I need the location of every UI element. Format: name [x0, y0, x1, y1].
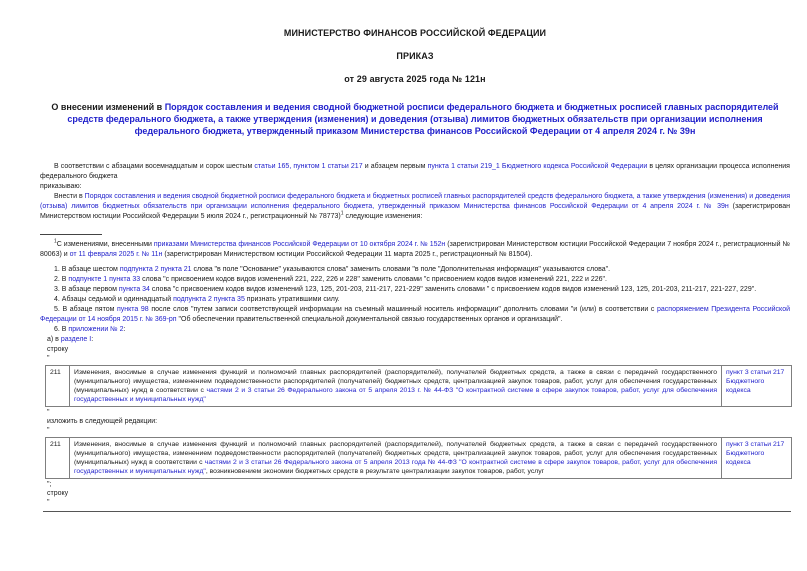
doc-text: 4. Абзацы седьмой и одиннадцатый	[54, 296, 174, 303]
order-item-1	[40, 265, 790, 275]
doc-text: слова "с присвоением кодов видов изменений 221, 222, 226 и 228" заменить словами "с присвоением кодов видов изменений 221, 222 и 226".	[140, 276, 607, 283]
doc-text: В соответствии с абзацами восемнадцатым и сорок шестым	[54, 163, 255, 170]
doc-text: 6. В	[54, 326, 69, 333]
quote-open-mark: "	[47, 355, 50, 362]
change-description-cell	[70, 438, 722, 479]
footnote-separator	[40, 234, 102, 235]
doc-link[interactable]: пункта 98	[117, 306, 149, 313]
legal-basis-link[interactable]: пункт 3 статьи 217 Бюджетного кодекса	[722, 366, 792, 407]
quote-close-mark: "	[47, 409, 50, 416]
next-table-top-border	[43, 511, 791, 512]
doc-text: слова "в поле "Основание" указываются слова" заменить словами "в поле "Дополнительная информация" указываются слова".	[191, 266, 611, 273]
subitem-a	[40, 335, 790, 345]
quote-open-mark: "	[47, 427, 50, 434]
doc-title	[40, 101, 790, 137]
doc-text: Изменения, вносимые в случае изменения функций и полномочий главных распорядителей (распорядителей), получателей бюджетных средств, а также в связи с передачей государственного (муниципального) имущества, изменением подведомственности распорядителей (получателей) бюджетных средств, централизацией закупок товаров, работ, услуг для обеспечения государственных (муниципальных) нужд в соответствии с	[74, 441, 717, 466]
preamble-paragraph	[40, 162, 790, 182]
doc-link[interactable]: Порядок составления и ведения сводной бюджетной росписи федерального бюджета и бюджетных росписей главных распорядителей средств федерального бюджета, а также утверждения (изменения) и доведения (отзыва) лимитов бюджетных обязательств при организации исполнения федерального бюджета, утвержденный приказом Министерства финансов Российской Федерации от 4 апреля 2024 г. № 39н	[40, 193, 790, 210]
order-item-5	[40, 305, 790, 325]
doc-link[interactable]: частями 2 и 3 статьи 26 Федерального закона от 5 апреля 2013 года № 44-ФЗ "О контрактной системе в сфере закупок товаров, работ, услуг для обеспечения государственных и муниципальных нужд"	[74, 459, 717, 475]
doc-text: 3. В абзаце первом	[54, 286, 119, 293]
doc-text: :	[123, 326, 126, 333]
doc-link[interactable]: подпункта 2 пункта 21	[119, 266, 192, 273]
order-item-3	[40, 285, 790, 295]
order-item-6	[40, 325, 790, 335]
footnote-paragraph	[40, 240, 790, 260]
doc-text: признать утратившими силу.	[244, 296, 340, 303]
doc-text: Внести в	[54, 193, 85, 200]
doc-link[interactable]: распоряжением Президента Российской Федерации от 14 ноября 2015 г. № 369-рп	[40, 306, 790, 323]
doc-text: и абзацем первым	[362, 163, 428, 170]
table-row	[46, 438, 792, 479]
amend-intro-paragraph	[40, 192, 790, 222]
row-word: строку	[47, 490, 69, 497]
doc-text: а) в	[47, 336, 61, 343]
doc-text: :	[91, 336, 94, 343]
doc-text: "Об обеспечении правительственной специальной документальной связью государственных органов и организаций".	[176, 316, 563, 323]
quote-close-semicolon-mark: ";	[47, 481, 52, 488]
replace-word: изложить в следующей редакции:	[47, 418, 158, 425]
doc-text: (зарегистрирован Министерством юстиции Российской Федерации 7 ноября 2024 г., регистрационный № 80063) и	[40, 241, 790, 258]
doc-link[interactable]: разделе I	[60, 336, 92, 343]
resolve-word: приказываю:	[40, 183, 82, 190]
doc-link[interactable]: приложении № 2	[68, 326, 124, 333]
doc-text: , возникновением экономии бюджетных средств в результате централизации закупок товаров, работ, услуг	[205, 468, 545, 475]
amendment-table-new	[45, 437, 792, 479]
doc-link[interactable]: подпункта 2 пункта 35	[173, 296, 245, 303]
doc-text: 1	[54, 238, 57, 245]
amendment-table-current	[45, 365, 792, 407]
doc-link[interactable]: от 11 февраля 2025 г. № 11н	[69, 251, 163, 258]
doc-link[interactable]: статьи 165, пунктом 1 статьи 217	[254, 163, 363, 170]
doc-text: 1	[340, 210, 344, 217]
doc-text: 1. В абзаце шестом	[54, 266, 120, 273]
doc-link[interactable]: частями 2 и 3 статьи 26 Федерального закона от 5 апреля 2013 г. № 44-ФЗ "О контрактной системе в сфере закупок товаров, работ, услуг для обеспечения государственных и муниципальных нужд"	[74, 387, 717, 403]
order-item-2	[40, 275, 790, 285]
doc-text: после слов "путем записи соответствующей информации на съемный машинный носитель информации" дополнить словами "и (или) в соответствии с	[148, 306, 657, 313]
doc-text: слова "с присвоением кодов видов изменений 123, 125, 201-203, 211-217, 221-229" заменить словами " с присвоением кодов видов изменений 123, 125, 201-203, 211-217, 221-227, 229".	[149, 286, 757, 293]
doc-text: С изменениями, внесенными	[56, 241, 154, 248]
doc-header	[40, 28, 790, 84]
change-description-cell	[70, 366, 722, 407]
doc-text: Изменения, вносимые в случае изменения функций и полномочий главных распорядителей (распорядителей), получателей бюджетных средств, а также в связи с передачей государственного (муниципального) имущества, изменением подведомственности распорядителей (получателей) бюджетных средств, централизацией закупок товаров, работ, услуг для обеспечения государственных (муниципальных) нужд в соответствии с	[74, 369, 717, 394]
row-word: строку	[47, 346, 69, 353]
doc-link[interactable]: пункта 34	[118, 286, 150, 293]
ministry-name: МИНИСТЕРСТВО ФИНАНСОВ РОССИЙСКОЙ ФЕДЕРАЦИИ	[283, 28, 547, 38]
table-row	[46, 366, 792, 407]
doc-text: в целях организации процесса исполнения федерального бюджета	[40, 163, 790, 180]
doc-date: от 29 августа 2025 года № 121н	[344, 74, 486, 84]
doc-text: 2. В	[54, 276, 69, 283]
change-code-cell: 211	[46, 438, 70, 479]
legal-basis-link[interactable]: пункт 3 статьи 217 Бюджетного кодекса	[722, 438, 792, 479]
doc-text: О внесении изменений в	[51, 102, 165, 112]
doc-link[interactable]: подпункте 1 пункта 33	[68, 276, 141, 283]
doc-link[interactable]: Порядок составления и ведения сводной бюджетной росписи федерального бюджета и бюджетных росписей главных распорядителей средств федерального бюджета, а также утверждения (изменения) и доведения (отзыва) лимитов бюджетных обязательств при организации исполнения федерального бюджета, утвержденный приказом Министерства финансов Российской Федерации от 4 апреля 2024 г. № 39н	[67, 102, 779, 136]
order-item-4	[40, 295, 790, 305]
doc-text: 5. В абзаце пятом	[54, 306, 117, 313]
doc-text: (зарегистрирован Министерством юстиции Российской Федерации 11 марта 2025 г., регистрационный № 81504).	[162, 251, 533, 258]
doc-type: ПРИКАЗ	[396, 51, 434, 61]
change-code-cell: 211	[46, 366, 70, 407]
doc-link[interactable]: приказами Министерства финансов Российской Федерации от 10 октября 2024 г. № 152н	[153, 241, 446, 248]
quote-open-mark: "	[47, 499, 50, 506]
doc-text: следующие изменения:	[343, 213, 423, 220]
doc-link[interactable]: пункта 1 статьи 219_1 Бюджетного кодекса Российской Федерации	[427, 163, 648, 170]
doc-text: (зарегистрирован Министерством юстиции Российской Федерации 5 июля 2024 г., регистрационный № 78773)	[40, 203, 790, 220]
